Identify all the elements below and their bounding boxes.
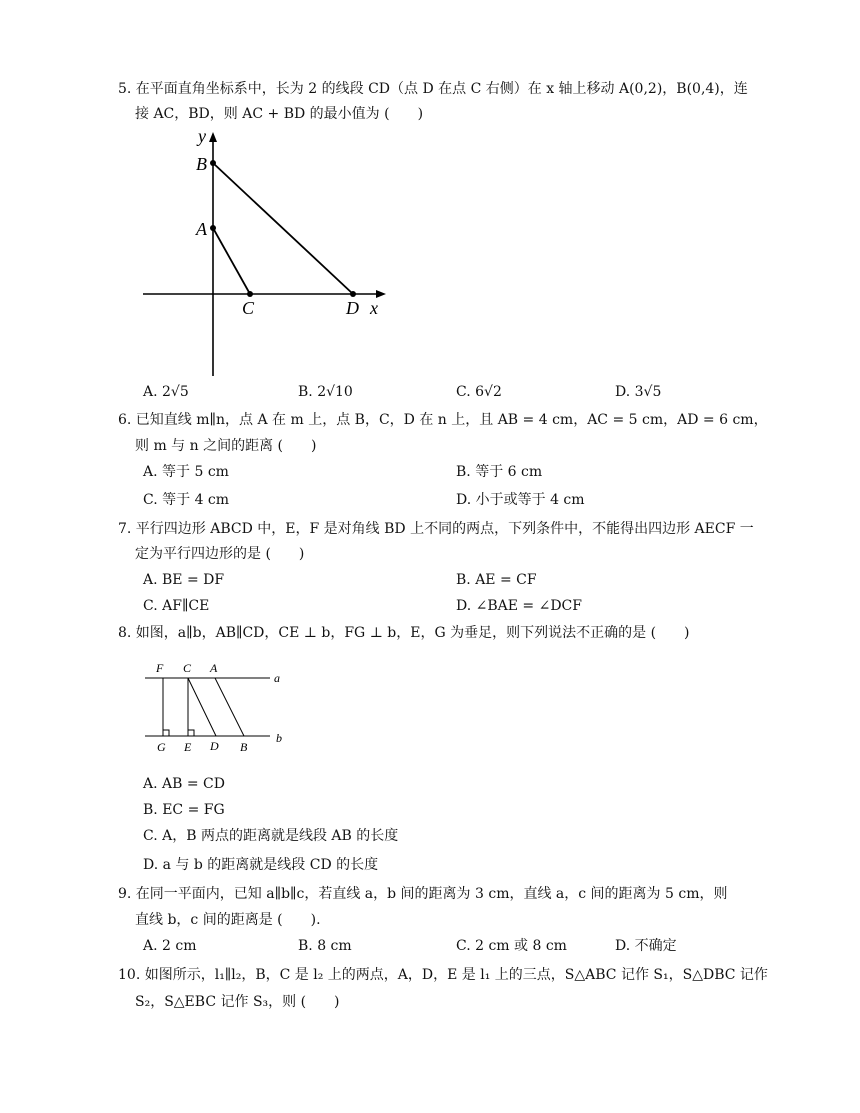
q8-label-e: E xyxy=(184,740,192,754)
q7-option-d: D. ∠BAE = ∠DCF xyxy=(456,598,582,614)
q5-option-b: B. 2√10 xyxy=(298,384,353,400)
q8-label-a: A xyxy=(210,661,218,675)
q9-option-b: B. 8 cm xyxy=(298,938,352,954)
q8-label-d: D xyxy=(210,739,219,753)
q8-option-d: D. a 与 b 的距离就是线段 CD 的长度 xyxy=(143,857,379,873)
q5-coordinate-figure xyxy=(138,128,398,380)
q6-option-d: D. 小于或等于 4 cm xyxy=(456,492,585,508)
q10-stem-line2: S₂，S△EBC 记作 S₃，则 ( ) xyxy=(135,994,340,1010)
q7-option-b: B. AE = CF xyxy=(456,572,537,588)
q6-stem-line2: 则 m 与 n 之间的距离 ( ) xyxy=(135,438,317,454)
q8-label-g: G xyxy=(157,740,166,754)
q5-y-axis-label: y xyxy=(198,128,206,146)
q9-stem-line1: 9. 在同一平面内，已知 a∥b∥c，若直线 a，b 间的距离为 3 cm，直线 a，c 间的距离为 5 cm，则 xyxy=(118,886,728,902)
q8-line-a-label: a xyxy=(274,671,280,685)
q5-option-d: D. 3√5 xyxy=(615,384,662,400)
q8-option-a: A. AB = CD xyxy=(143,776,225,792)
q8-label-c: C xyxy=(183,661,192,675)
q5-stem-line2: 接 AC，BD，则 AC + BD 的最小值为 ( ) xyxy=(135,106,424,122)
q8-label-b: B xyxy=(240,740,248,754)
q5-option-c: C. 6√2 xyxy=(456,384,502,400)
q5-point-c-label: C xyxy=(242,298,255,318)
q5-point-d-label: D xyxy=(346,298,359,318)
q8-option-b: B. EC = FG xyxy=(143,802,225,818)
q8-option-c: C. A，B 两点的距离就是线段 AB 的长度 xyxy=(143,828,399,844)
q7-stem-line2: 定为平行四边形的是 ( ) xyxy=(135,546,305,562)
q6-option-c: C. 等于 4 cm xyxy=(143,492,230,508)
q7-option-a: A. BE = DF xyxy=(143,572,225,588)
q8-line-b-label: b xyxy=(276,731,282,745)
q8-stem-line1: 8. 如图，a∥b，AB∥CD，CE ⊥ b，FG ⊥ b，E，G 为垂足，则下列说法不正确的是 ( ) xyxy=(118,625,690,641)
q9-option-c: C. 2 cm 或 8 cm xyxy=(456,938,567,954)
q5-option-a: A. 2√5 xyxy=(143,384,189,400)
q7-option-c: C. AF∥CE xyxy=(143,598,210,614)
q8-parallel-lines-figure xyxy=(140,658,300,758)
q6-option-a: A. 等于 5 cm xyxy=(143,464,229,480)
q10-stem-line1: 10. 如图所示，l₁∥l₂，B，C 是 l₂ 上的两点，A，D，E 是 l₁ 上的三点，S△ABC 记作 S₁，S△DBC 记作 xyxy=(118,967,768,983)
q7-stem-line1: 7. 平行四边形 ABCD 中，E，F 是对角线 BD 上不同的两点，下列条件中，不能得出四边形 AECF 一 xyxy=(118,521,754,537)
q9-stem-line2: 直线 b，c 间的距离是 ( ). xyxy=(135,912,321,928)
q9-option-a: A. 2 cm xyxy=(143,938,197,954)
q5-x-axis-label: x xyxy=(370,298,378,318)
q6-stem-line1: 6. 已知直线 m∥n，点 A 在 m 上，点 B，C，D 在 n 上，且 AB = 4 cm，AC = 5 cm，AD = 6 cm， xyxy=(118,412,768,428)
q9-option-d: D. 不确定 xyxy=(615,938,677,954)
q5-point-b-label: B xyxy=(196,154,207,174)
q6-option-b: B. 等于 6 cm xyxy=(456,464,543,480)
q5-stem-line1: 5. 在平面直角坐标系中，长为 2 的线段 CD（点 D 在点 C 右侧）在 x 轴上移动 A(0,2)，B(0,4)，连 xyxy=(118,81,748,97)
q5-point-a-label: A xyxy=(196,219,207,239)
q8-label-f: F xyxy=(156,661,164,675)
